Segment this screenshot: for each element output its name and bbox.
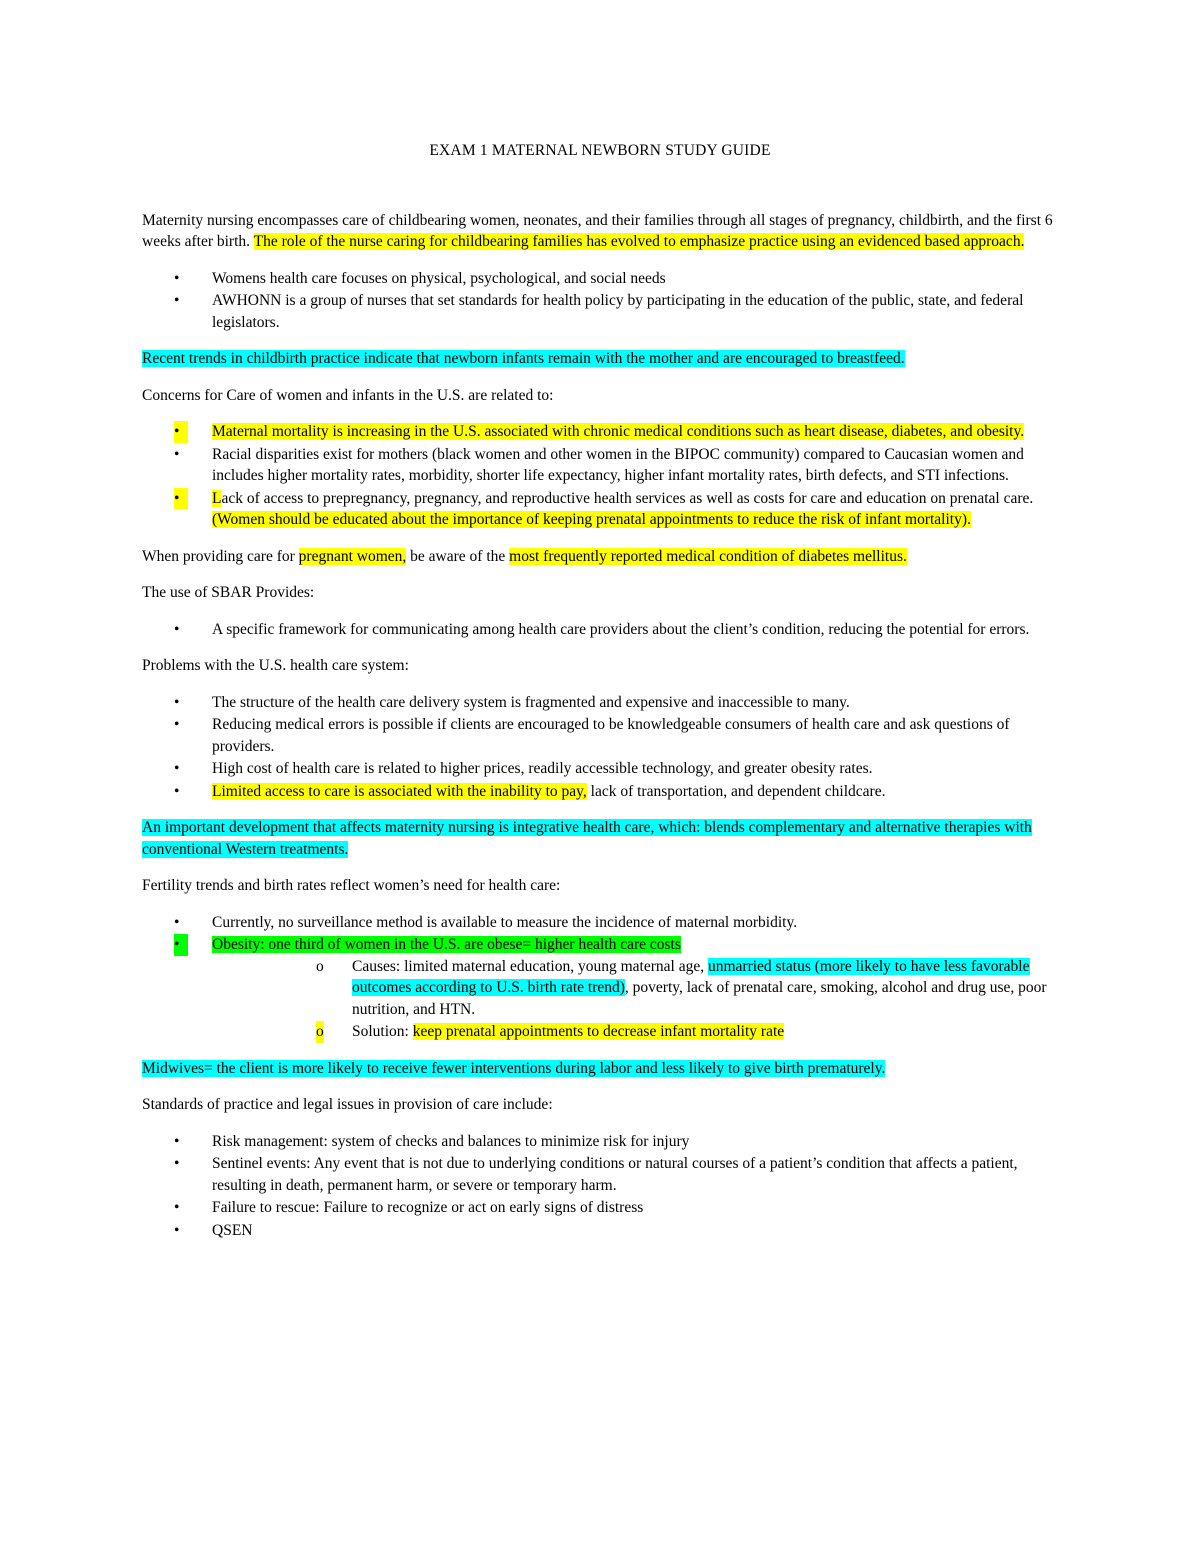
list-item [142, 1220, 1058, 1242]
document-title: EXAM 1 MATERNAL NEWBORN STUDY GUIDE [429, 142, 771, 159]
list-item-text: Reducing medical errors is possible if clients are encouraged to be knowledgeable consumers of health care and ask questions of providers. [212, 716, 1010, 755]
midwives-highlight: Midwives= the client is more likely to receive fewer interventions during labor and less likely to give birth prematurely. [142, 1059, 886, 1077]
bullet-icon: • [174, 760, 180, 777]
list-item [142, 421, 1058, 443]
bullet-icon: • [174, 269, 180, 287]
list-item [142, 1153, 1058, 1196]
intro-highlight: The role of the nurse caring for childbearing families has evolved to emphasize practice using an evidenced based approach. [253, 233, 1025, 250]
bullet-icon: • [174, 716, 180, 733]
highlight-run: pregnant women, [298, 547, 407, 565]
list-item-highlight: Obesity: one third of women in the U.S. are obese= higher health care costs [212, 936, 681, 953]
fertility-sublist [212, 956, 1058, 1043]
bullet-icon: • [174, 292, 180, 309]
bullet-icon: • [174, 1221, 180, 1239]
bullet-icon: • [174, 1155, 180, 1172]
midwives-paragraph [142, 1058, 1058, 1080]
integrative-highlight: An important development that affects maternity nursing is integrative health care, which: blends complementary and alternative therapies with conventional Western treatments. [142, 819, 1032, 858]
list-item-text: Risk management: system of checks and balances to minimize risk for injury [212, 1132, 690, 1150]
integrative-paragraph [142, 817, 1058, 860]
list-item-text: High cost of health care is related to higher prices, readily accessible technology, and greater obesity rates. [212, 760, 873, 777]
fertility-heading: Fertility trends and birth rates reflect women’s need for health care: [142, 877, 561, 894]
circle-bullet-icon: o [316, 1021, 324, 1043]
problems-list [142, 692, 1058, 803]
list-item-text: Failure to rescue: Failure to recognize or act on early signs of distress [212, 1199, 644, 1216]
list-item [142, 290, 1058, 333]
bullet-icon: • [174, 693, 180, 711]
list-item [142, 1197, 1058, 1219]
standards-heading: Standards of practice and legal issues in provision of care include: [142, 1096, 553, 1113]
bullet-icon: • [174, 1199, 180, 1216]
list-item [142, 488, 1058, 531]
bullet-icon: • [174, 445, 180, 463]
circle-bullet-icon: o [316, 957, 324, 975]
list-item [142, 619, 1058, 641]
text-run: , poverty, lack of prenatal care, smoking, alcohol and drug use, poor nutrition, and HTN. [352, 979, 1047, 1018]
list-item [142, 781, 1058, 803]
sublist-item [212, 1021, 1058, 1043]
list-item-text: Currently, no surveillance method is available to measure the incidence of maternal morbidity. [212, 913, 798, 931]
diabetes-paragraph [142, 546, 1058, 568]
list-item-text: QSEN [212, 1221, 253, 1239]
list-item [142, 692, 1058, 714]
highlight-run: most frequently reported medical condition of diabetes mellitus. [509, 547, 907, 565]
list-item-lead: L [212, 489, 222, 507]
list-item [142, 714, 1058, 757]
list-item [142, 268, 1058, 290]
list-item-text: lack of transportation, and dependent childcare. [586, 782, 886, 800]
list-item [142, 1131, 1058, 1153]
highlight-run: keep prenatal appointments to decrease infant mortality rate [412, 1023, 785, 1040]
sbar-heading: The use of SBAR Provides: [142, 584, 315, 601]
intro-paragraph [142, 210, 1058, 253]
concerns-heading: Concerns for Care of women and infants in the U.S. are related to: [142, 386, 554, 404]
list-item-highlight: Limited access to care is associated with the inability to pay, [212, 782, 587, 800]
recent-trends-highlight: Recent trends in childbirth practice indicate that newborn infants remain with the mother and are encouraged to breastfeed. [142, 350, 905, 367]
list-item-text: ack of access to prepregnancy, pregnancy, and reproductive health services as well as costs for care and education on prenatal care. [221, 489, 1034, 507]
fertility-list [142, 912, 1058, 1043]
bullet-icon: • [174, 421, 188, 443]
list-item [142, 912, 1058, 934]
bullet-icon: • [174, 934, 188, 956]
problems-heading: Problems with the U.S. health care system: [142, 657, 409, 674]
intro-text: Maternity nursing encompasses care of childbearing women, neonates, and their families through all stages of pregnancy, childbirth, and the first 6 weeks after birth. [142, 211, 1053, 250]
list-item-text: AWHONN is a group of nurses that set standards for health policy by participating in the education of the public, state, and federal legislators. [212, 292, 1024, 331]
list-item-text: Sentinel events: Any event that is not due to underlying conditions or natural courses of a patient’s condition that affects a patient, resulting in death, permanent harm, or severe or temporary harm. [212, 1155, 1018, 1194]
sublist-item [212, 956, 1058, 1021]
list-item-text: Racial disparities exist for mothers (black women and other women in the BIPOC community) compared to Caucasian women and includes higher mortality rates, morbidity, shorter life expectancy, higher infant mortality rates, birth defects, and STI infections. [212, 445, 1024, 484]
bullet-icon: • [174, 782, 180, 800]
bullet-icon: • [174, 913, 180, 931]
text-run: Solution: [352, 1023, 413, 1040]
list-item [142, 758, 1058, 780]
bullet-icon: • [174, 1132, 180, 1150]
list-item-text: Maternal mortality is increasing in the U.S. associated with chronic medical conditions such as heart disease, diabetes, and obesity. [212, 423, 1025, 440]
list-item-text: Womens health care focuses on physical, psychological, and social needs [212, 269, 666, 287]
text-run: Causes: limited maternal education, young maternal age, [352, 957, 708, 975]
intro-bullet-list [142, 268, 1058, 334]
list-item-highlight: (Women should be educated about the importance of keeping prenatal appointments to reduce the risk of infant mortality). [212, 511, 971, 528]
sbar-list [142, 619, 1058, 641]
text-run: When providing care for [142, 547, 299, 565]
text-run: be aware of the [406, 547, 510, 565]
recent-trends-paragraph [142, 348, 1058, 370]
highlight-run: unmarried status (more likely to have less favorable outcomes according to U.S. birth rate trend) [352, 957, 1030, 996]
bullet-icon: • [174, 488, 188, 510]
concerns-list [142, 421, 1058, 531]
document-body [142, 140, 1058, 1256]
bullet-icon: • [174, 620, 180, 638]
list-item [142, 934, 1058, 1043]
list-item-text: The structure of the health care delivery system is fragmented and expensive and inaccessible to many. [212, 693, 850, 711]
standards-list [142, 1131, 1058, 1242]
list-item-text: A specific framework for communicating among health care providers about the client’s condition, reducing the potential for errors. [212, 620, 1030, 638]
list-item [142, 444, 1058, 487]
